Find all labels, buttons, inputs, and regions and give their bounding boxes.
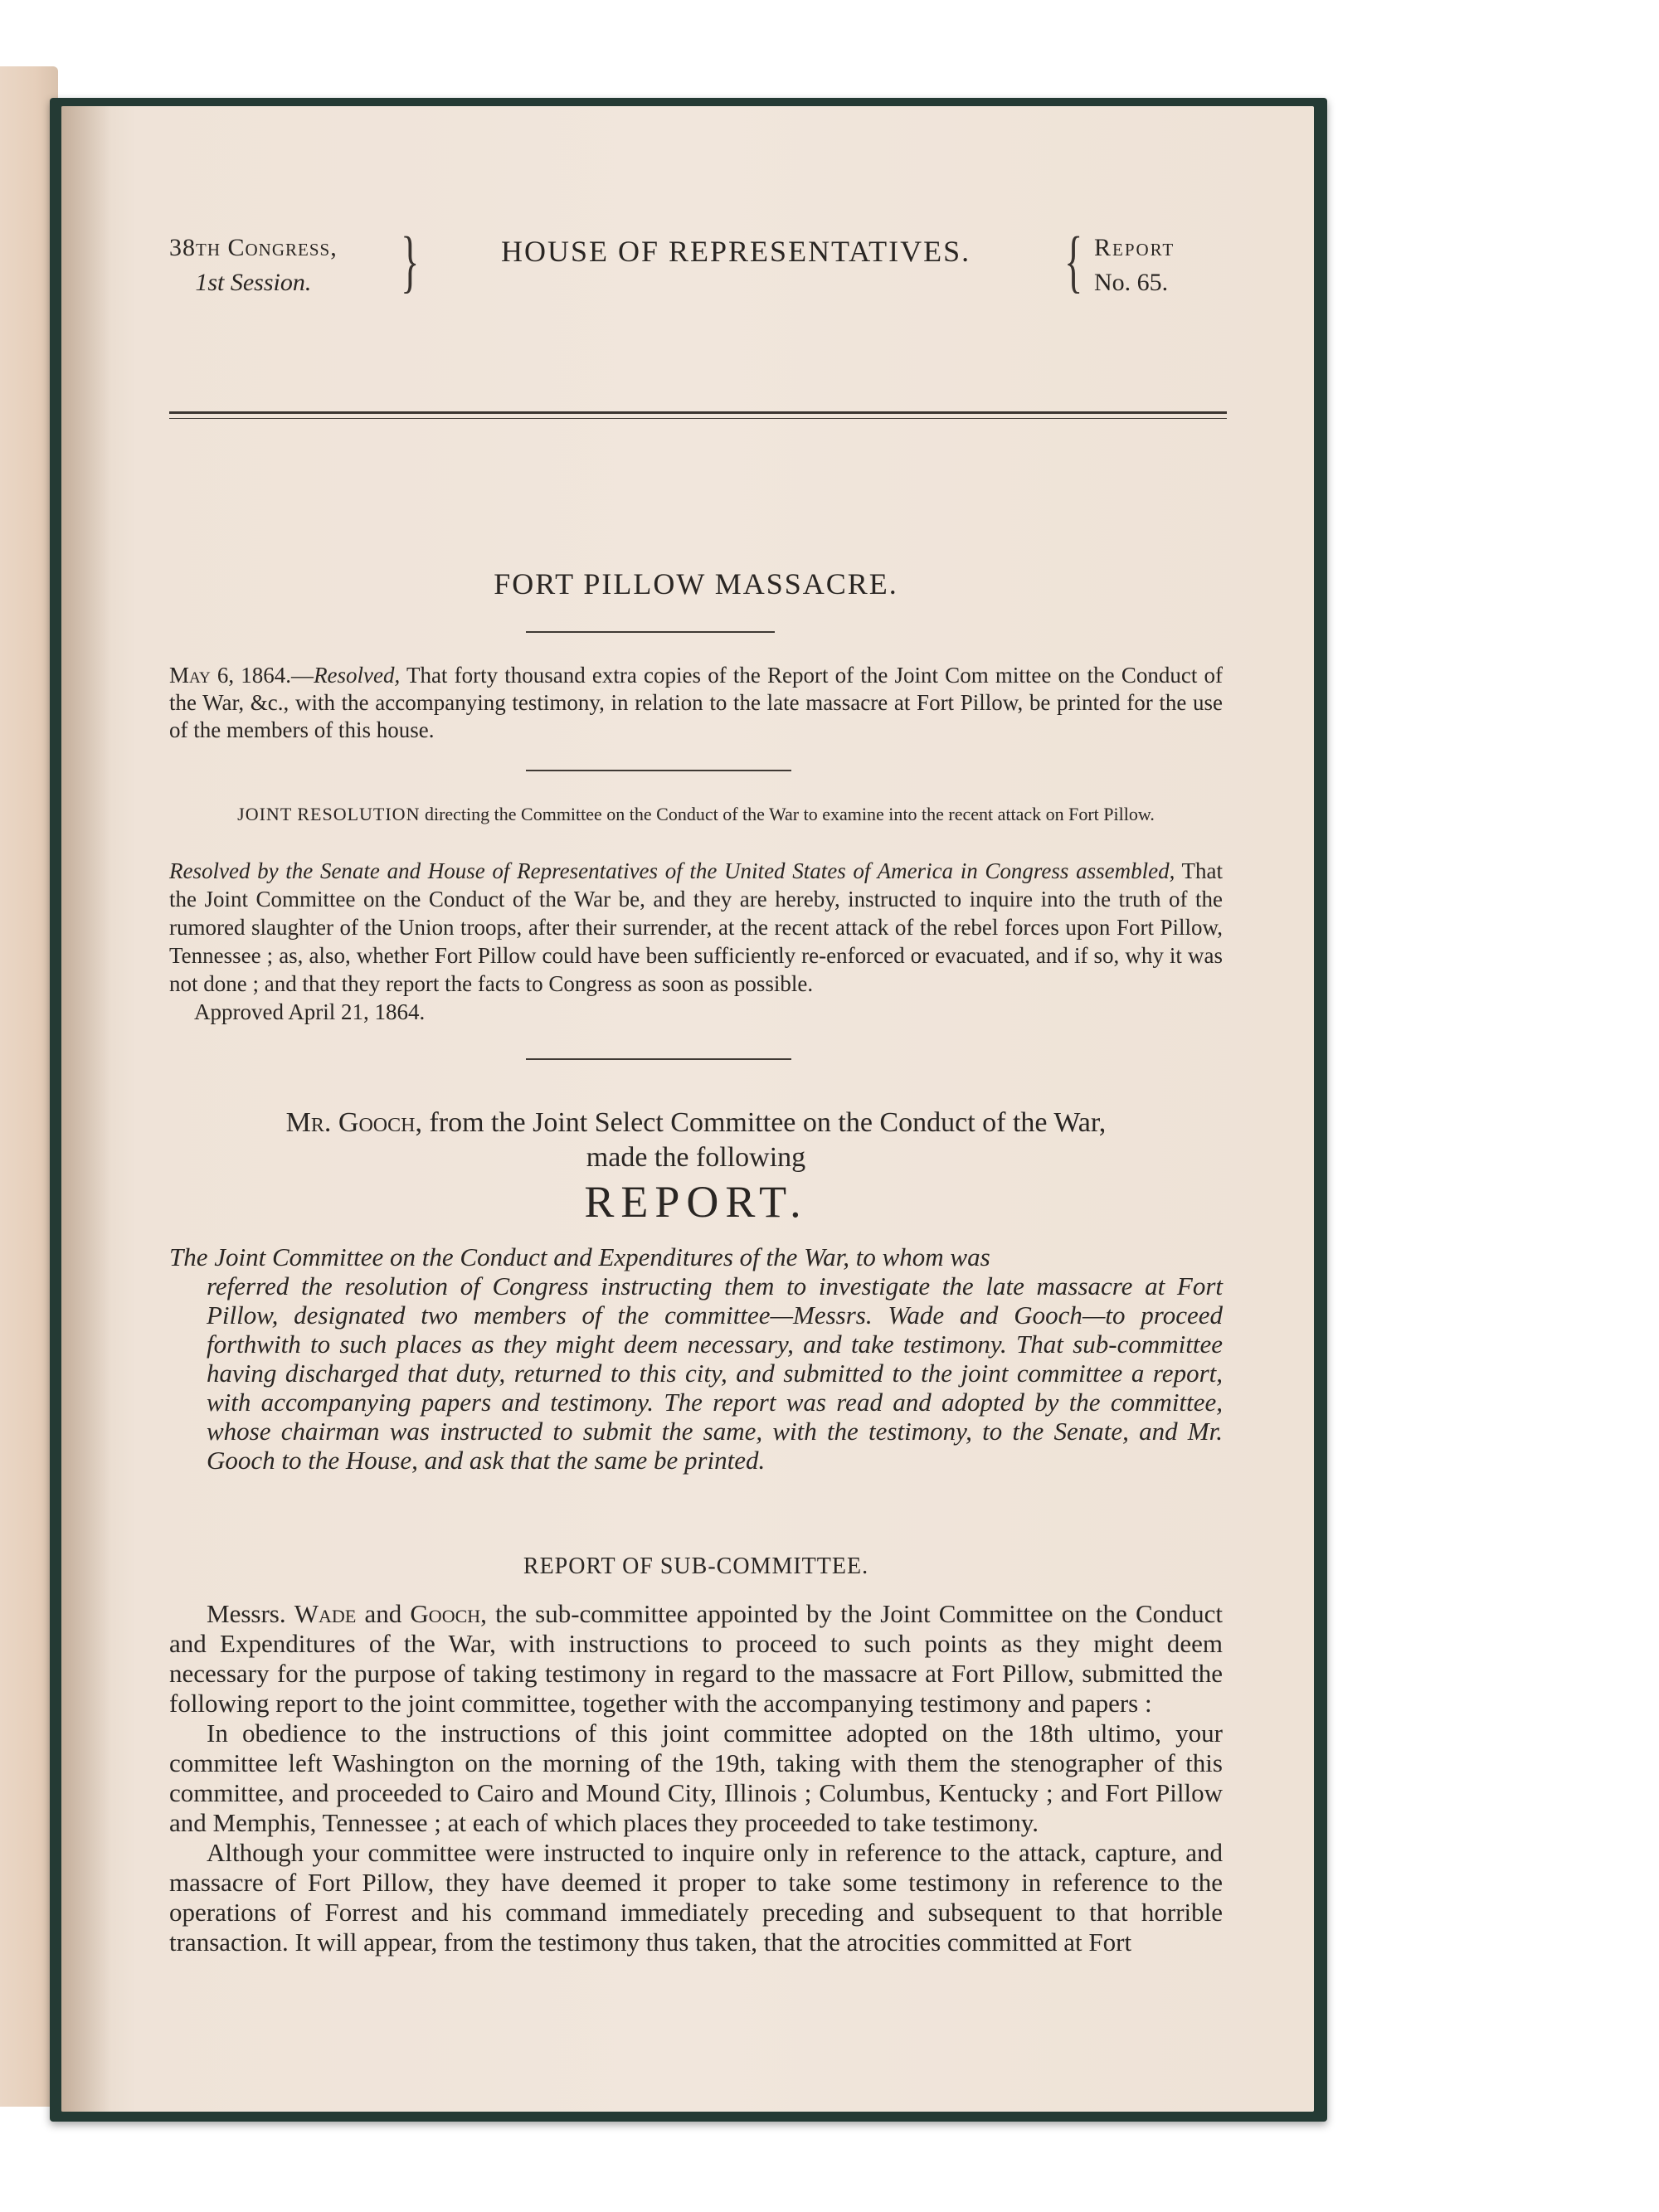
header-rule-thin	[169, 418, 1227, 419]
report-label: Report	[1094, 234, 1175, 261]
joint-resolution-body	[169, 857, 1223, 1026]
body-paragraph-3: Although your committee were instructed to inquire only in reference to the attack, capture, and massacre of Fort Pillow, they have deemed it proper to take some testimony in reference to the operations of Forrest and his command immediately preceding and subsequent to that horrible transaction. It will appear, from the testimony thus taken, that the atrocities committed at Fort	[169, 1838, 1223, 1957]
gooch-name-body: Gooch,	[410, 1599, 487, 1628]
body-paragraph-2: In obedience to the instructions of this joint committee adopted on the 18th ultimo, your committee left Washington on the morning of the 19th, taking with them the stenographer of this committee, and proceeded to Cairo and Mound City, Illinois ; Columbus, Kentucky ; and Fort Pillow and Memphis, Tennessee ; at each of which places they proceeded to take testimony.	[169, 1719, 1223, 1837]
page-gutter	[61, 106, 111, 2112]
house-title: HOUSE OF REPRESENTATIVES.	[501, 235, 971, 268]
subcommittee-heading: REPORT OF SUB-COMMITTEE.	[523, 1553, 869, 1579]
document-title: FORT PILLOW MASSACRE.	[494, 567, 898, 600]
report-number	[1094, 231, 1175, 300]
gooch-presentation	[169, 1106, 1223, 1175]
resolved-word: Resolved,	[314, 663, 401, 688]
separator-rule	[526, 770, 791, 771]
joint-resolution-heading-text: directing the Committee on the Conduct of the War to examine into the recent attack on Fort Pillow.	[420, 804, 1155, 824]
report-title: REPORT.	[584, 1177, 808, 1227]
resolution-text: That forty thousand extra copies of the Report of the Joint Com mittee on the Conduct of the War, &c., with the accompanying testimony, in relation to the late massacre at Fort Pillow, be printed for the use of the members of this house.	[169, 663, 1223, 742]
resolved-clause: Resolved by the Senate and House of Representatives of the United States of America in Congress assembled,	[169, 858, 1175, 883]
separator-rule	[526, 631, 775, 633]
brace-left: }	[401, 223, 420, 300]
separator-rule	[526, 1058, 791, 1060]
intro-first-line: The Joint Committee on the Conduct and Expenditures of the War, to whom was	[169, 1242, 990, 1271]
approved-date: Approved April 21, 1864.	[194, 999, 426, 1024]
messrs: Messrs.	[207, 1599, 294, 1628]
brace-right: {	[1064, 223, 1083, 300]
joint-resolution-label: JOINT RESOLUTION	[237, 804, 421, 824]
body-paragraph-1	[169, 1599, 1223, 1719]
report-no: No. 65.	[1094, 269, 1169, 296]
congress-label: 38th Congress,	[169, 234, 338, 261]
gooch-line1: from the Joint Select Committee on the Conduct of the War,	[421, 1107, 1107, 1138]
report-body	[169, 1599, 1223, 1957]
congress-session	[169, 231, 338, 300]
resolution-date: May 6, 1864.—	[169, 663, 314, 688]
wade-name: Wade	[294, 1599, 357, 1628]
intro-paragraph	[169, 1242, 1223, 1475]
document-header	[169, 223, 1223, 421]
session-label: 1st Session.	[195, 269, 312, 296]
house-resolution	[169, 662, 1223, 744]
joint-resolution-text: That the Joint Committee on the Conduct of the War be, and they are hereby, instructed to inquire into the truth of the rumored slaughter of the Union troops, after their surrender, at the recent attack of the rebel forces upon Fort Pillow, Tennessee ; as, also, whether Fort Pillow could have been sufficiently re-enforced or evacuated, and if so, why it was not done ; and that they report the facts to Congress as soon as possible.	[169, 858, 1223, 996]
gooch-name: Mr. Gooch,	[285, 1107, 422, 1138]
joint-resolution-heading	[169, 803, 1223, 825]
header-rule-thick	[169, 411, 1227, 414]
body-paragraph-1-text: the sub-committee appointed by the Joint Committee on the Conduct and Expenditures of the War, with instructions to proceed to such points as they might deem necessary for the purpose of taking testimony in regard to the massacre at Fort Pillow, submitted the following report to the joint committee, together with the accompanying testimony and papers :	[169, 1599, 1224, 1718]
and-word: and	[356, 1599, 411, 1628]
document-page	[61, 106, 1314, 2112]
gooch-line2: made the following	[586, 1142, 806, 1173]
intro-rest: referred the resolution of Congress instructing them to investigate the late massacre at Fort Pillow, designated two members of the committee—Messrs. Wade and Gooch—to proceed forthwith to such places as they might deem necessary, and take testimony. That sub-committee having discharged that duty, returned to this city, and submitted to the joint committee a report, with accompanying papers and testimony. The report was read and adopted by the committee, whose chairman was instructed to submit the same, with the testimony, to the Senate, and Mr. Gooch to the House, and ask that the same be printed.	[207, 1271, 1223, 1475]
